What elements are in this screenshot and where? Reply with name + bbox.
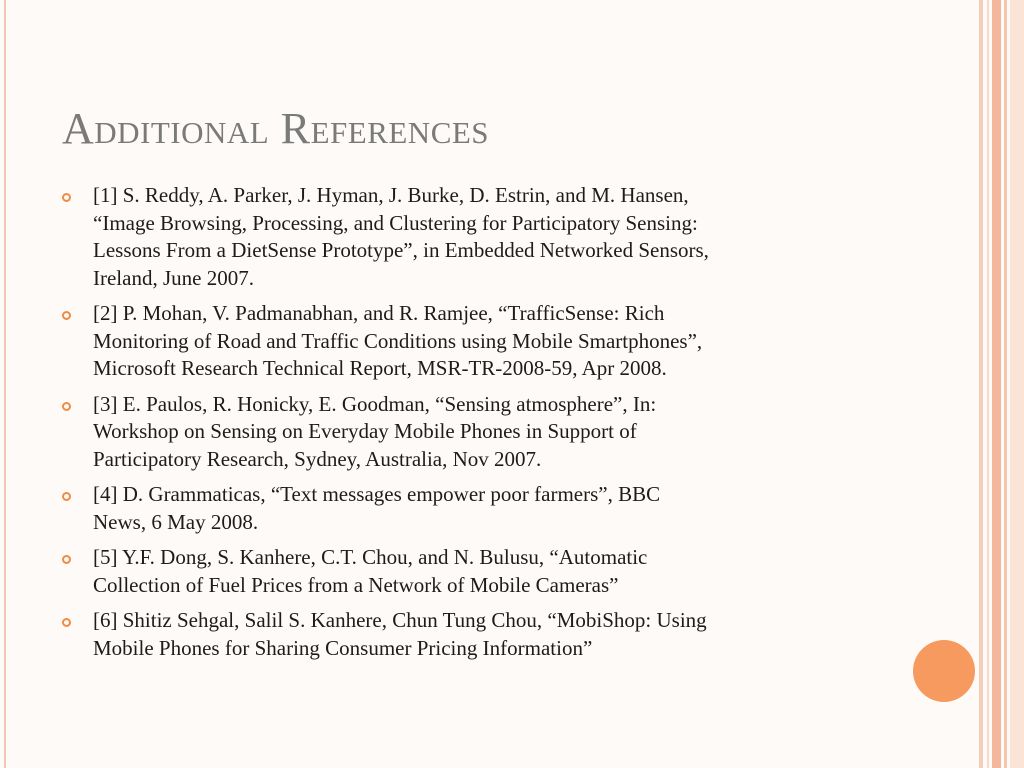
bullet-ring-icon	[62, 618, 71, 627]
reference-text: [3] E. Paulos, R. Honicky, E. Goodman, “Sensing atmosphere”, In: Workshop on Sensing on Everyday Mobile Phones in Support of Participatory Research, Sydney, Australia, Nov 2007.	[93, 391, 657, 471]
bullet-ring-icon	[62, 311, 71, 320]
reference-text: [4] D. Grammaticas, “Text messages empower poor farmers”, BBC News, 6 May 2008.	[93, 482, 661, 534]
bullet-ring-icon	[62, 492, 71, 501]
reference-text: [1] S. Reddy, A. Parker, J. Hyman, J. Burke, D. Estrin, and M. Hansen, “Image Browsing, Processing, and Clustering for Participatory Sensing: Lessons From a DietSense Prototype”, in Embedded Networked Sensors, Ireland, June 2007.	[93, 183, 709, 290]
reference-item	[0, 300, 873, 383]
references-list	[0, 182, 873, 670]
reference-text: [5] Y.F. Dong, S. Kanhere, C.T. Chou, and N. Bulusu, “Automatic Collection of Fuel Prices from a Network of Mobile Cameras”	[93, 545, 648, 597]
bullet-ring-icon	[62, 402, 71, 411]
slide-title: Additional References	[62, 104, 490, 153]
reference-item	[0, 182, 873, 292]
reference-item	[0, 391, 873, 474]
bullet-ring-icon	[62, 193, 71, 202]
decorative-stripe	[1004, 0, 1007, 768]
decorative-stripe	[1010, 0, 1024, 768]
reference-item	[0, 607, 873, 662]
decorative-stripe	[979, 0, 983, 768]
reference-item	[0, 544, 873, 599]
decorative-stripe	[992, 0, 1001, 768]
decorative-circle	[913, 640, 975, 702]
reference-item	[0, 481, 873, 536]
bullet-ring-icon	[62, 555, 71, 564]
decorative-stripe	[987, 0, 989, 768]
reference-text: [2] P. Mohan, V. Padmanabhan, and R. Ramjee, “TrafficSense: Rich Monitoring of Road and Traffic Conditions using Mobile Smartphones”, Microsoft Research Technical Report, MSR-TR-2008-59, Apr 2008.	[93, 301, 703, 380]
reference-text: [6] Shitiz Sehgal, Salil S. Kanhere, Chun Tung Chou, “MobiShop: Using Mobile Phones for Sharing Consumer Pricing Information”	[93, 608, 707, 660]
